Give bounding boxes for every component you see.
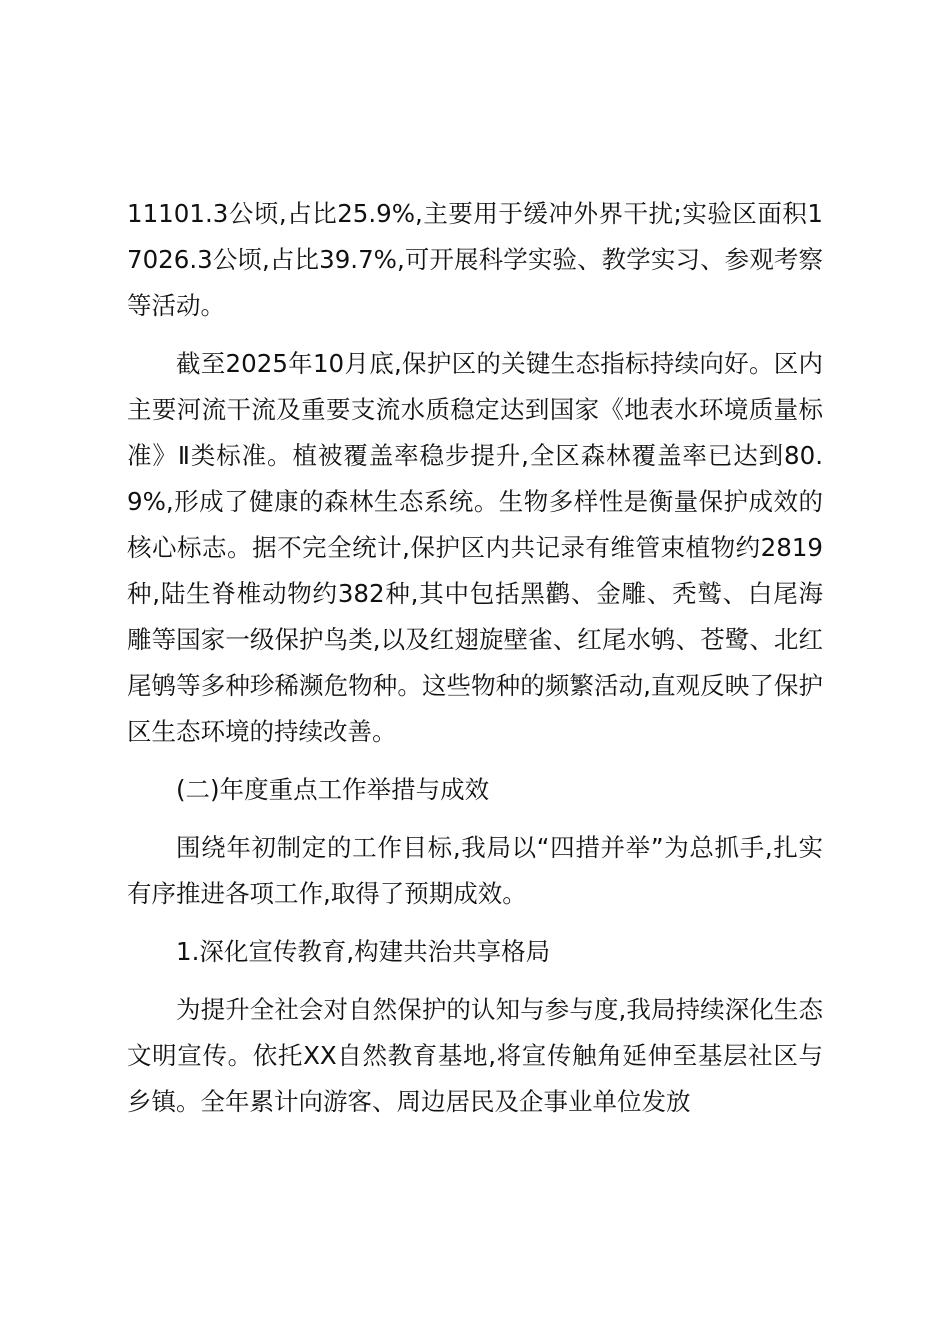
- paragraph-publicity-education: 为提升全社会对自然保护的认知与参与度,我局持续深化生态文明宣传。依托XX自然教育基地,将宣传触角延伸至基层社区与乡镇。全年累计向游客、周边居民及企事业单位发放: [127, 995, 823, 1116]
- document-body: [127, 191, 823, 1137]
- paragraph-work-goals: 围绕年初制定的工作目标,我局以“四措并举”为总抓手,扎实有序推进各项工作,取得了预期成效。: [127, 833, 823, 908]
- paragraph-ecological-indicators: 截至2025年10月底,保护区的关键生态指标持续向好。区内主要河流干流及重要支流水质稳定达到国家《地表水环境质量标准》Ⅱ类标准。植被覆盖率稳步提升,全区森林覆盖率已达到80.9%,形成了健康的森林生态系统。生物多样性是衡量保护成效的核心标志。据不完全统计,保护区内共记录有维管束植物约2819种,陆生脊椎动物约382种,其中包括黑鹳、金雕、秃鹫、白尾海雕等国家一级保护鸟类,以及红翅旋壁雀、红尾水鸲、苍鹭、北红尾鸲等多种珍稀濒危物种。这些物种的频繁活动,直观反映了保护区生态环境的持续改善。: [127, 349, 823, 746]
- subsection-heading-publicity: 1.深化宣传教育,构建共治共享格局: [176, 937, 551, 966]
- section-heading-key-measures: (二)年度重点工作举措与成效: [176, 775, 490, 804]
- paragraph-zone-area: 11101.3公顷,占比25.9%,主要用于缓冲外界干扰;实验区面积17026.3公顷,占比39.7%,可开展科学实验、教学实习、参观考察等活动。: [127, 199, 823, 320]
